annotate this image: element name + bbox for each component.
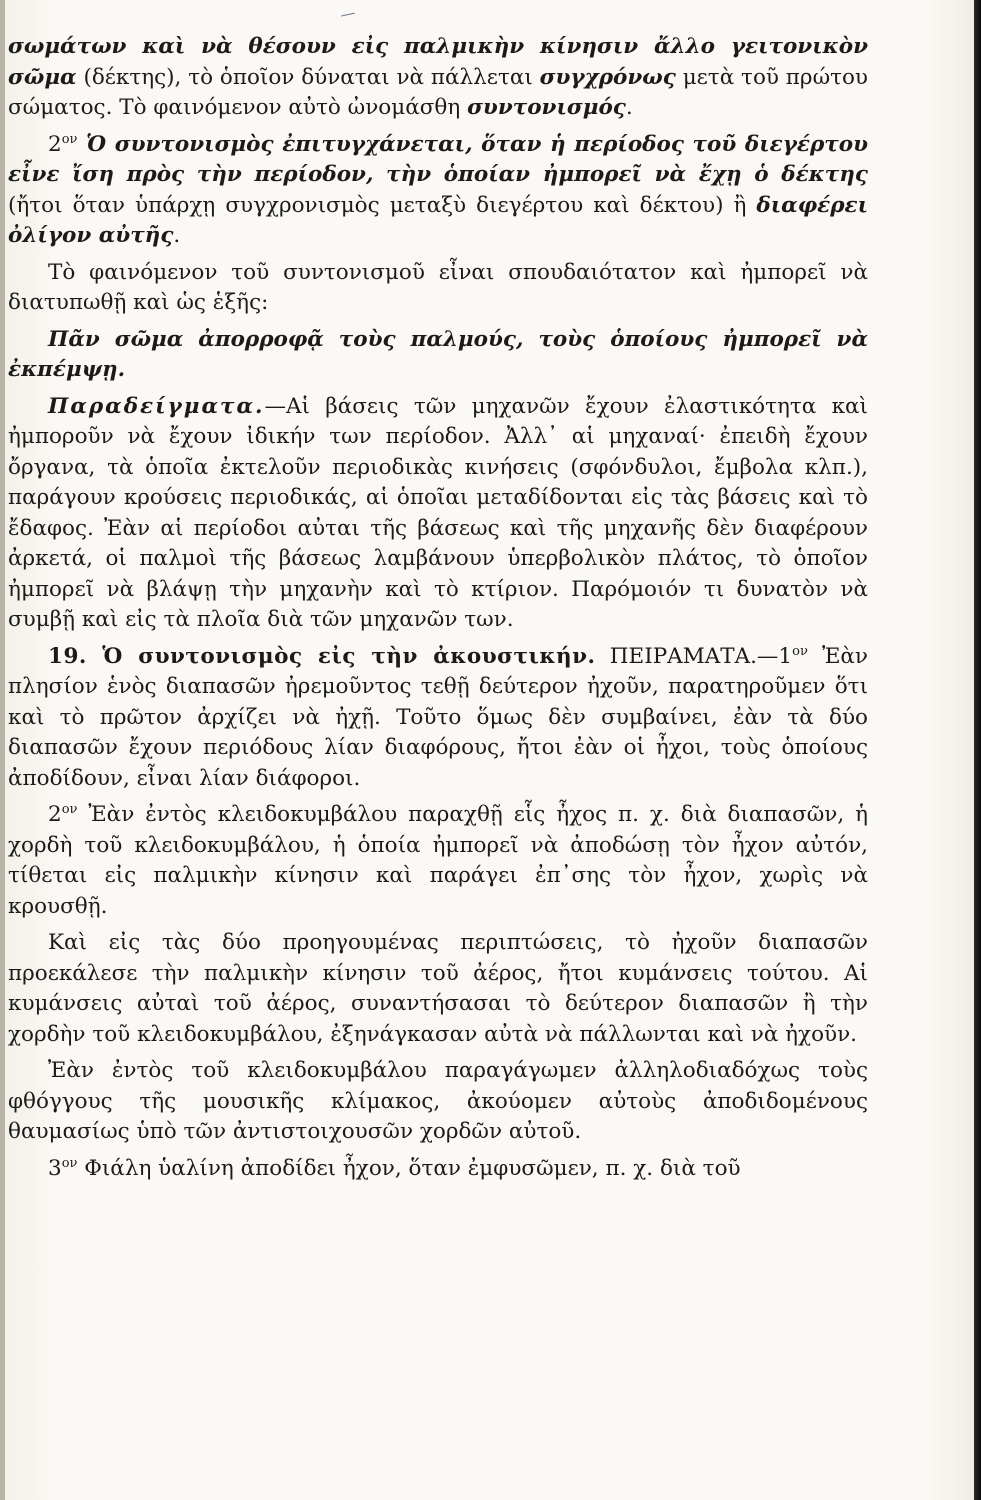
paragraph-1 [8, 32, 868, 124]
text-run: . [173, 223, 181, 248]
text-run: —Αἱ βάσεις τῶν μηχανῶν ἔχουν ἐλαστικότητα καὶ ἠμποροῦν νὰ ἔχουν ἰδικήν των περίοδον. Ἀλλ᾿ αἱ μηχαναί· ἐπειδὴ ἔχουν ὄργανα, τὰ ὁποῖα ἐκτελοῦν περιοδικὰς κινήσεις (σφόνδυλοι, ἔμβολα κλπ.), παράγουν κρούσεις περιοδικάς, αἱ ὁποῖαι μεταδίδονται εἰς τὰς βάσεις καὶ τὸ ἔδαφος. Ἐὰν αἱ περίοδοι αὐται τῆς βάσεως καὶ τῆς μηχανῆς δὲν διαφέρουν ἀρκετά, οἱ παλμοὶ τῆς βάσεως λαμβάνουν ὑπερβολικὸν πλάτος, τὸ ὁποῖον ἠμπορεῖ νὰ βλάψῃ τὴν μηχανὴν καὶ τὸ κτίριον. Παρόμοιόν τι δυνατὸν νὰ συμβῇ καὶ εἰς τὰ πλοῖα διὰ τῶν μηχανῶν των. [8, 393, 868, 632]
ordinal-suffix: ον [792, 643, 808, 659]
paragraph-examples [8, 392, 868, 636]
paragraph-9: Ἐὰν ἐντὸς τοῦ κλειδοκυμβάλου παραγάγωμεν ἀλληλοδιαδόχως τοὺς φθόγγους τῆς μουσικῆς κλίμακος, ἀκούομεν αὐτοὺς ἀποδιδομένους θαυμασίως ὑπὸ τῶν ἀντιστοιχουσῶν χορδῶν αὐτοῦ. [8, 1058, 868, 1144]
page-left-edge [0, 0, 5, 1500]
paragraph-experiment-2 [8, 800, 868, 922]
bold-phrase: συγχρόνως [539, 64, 676, 90]
bold-phrase: Ὁ συντονισμὸς ἐπιτυγχάνεται, ὅταν ἡ περίοδος τοῦ διεγέρτου εἶνε ἴση πρὸς τὴν περίοδον, τὴν ὁποίαν ἠμπορεῖ νὰ ἔχῃ ὁ δέκτης [8, 131, 868, 187]
bold-phrase: διαφέρει ὀλίγον αὐτῆς [8, 192, 868, 248]
text-run: μετὰ τοῦ πρώτου σώματος. Τὸ φαινόμενον αὐτὸ ὠνομάσθη [8, 64, 869, 120]
paragraph-experiment-3 [8, 1154, 868, 1185]
text-run: Φιάλη ὑαλίνη ἀποδίδει ἦχον, ὅταν ἐμφυσῶμεν, π. χ. διὰ τοῦ [77, 1155, 741, 1181]
item-number: 3 [48, 1155, 62, 1181]
page-right-edge [974, 0, 981, 1500]
ordinal-suffix: ον [61, 1155, 78, 1171]
ordinal-suffix: ον [61, 801, 78, 817]
principle-statement: Πᾶν σῶμα ἀπορροφᾷ τοὺς παλμούς, τοὺς ὁποίους ἠμπορεῖ νὰ ἐκπέμψῃ. [8, 326, 868, 382]
text-run: (δέκτης), τὸ ὁποῖον δύναται νὰ πάλλεται [76, 64, 540, 90]
text-run: Ἐὰν πλησίον ἑνὸς διαπασῶν ἠρεμοῦντος τεθῇ δεύτερον ἠχοῦν, παρατηροῦμεν ὅτι καὶ τὸ πρῶτον ἀρχίζει νὰ ἠχῇ. Τοῦτο ὅμως δὲν συμβαίνει, ἐὰν τὰ δύο διαπασῶν ἔχουν περιόδους λίαν διαφόρους, ἤτοι ἐὰν οἱ ἦχοι, τοὺς ὁποίους ἀποδίδουν, εἶναι λίαν διάφοροι. [8, 643, 869, 791]
paragraph-3: Τὸ φαινόμενον τοῦ συντονισμοῦ εἶναι σπουδαιότατον καὶ ἠμπορεῖ νὰ διατυπωθῇ καὶ ὡς ἑξῆς: [8, 259, 868, 315]
text-run: (ἤτοι ὅταν ὑπάρχῃ συγχρονισμὸς μεταξὺ διεγέρτου καὶ δέκτου) ἢ [8, 192, 757, 218]
text-run: Ἐὰν ἐντὸς κλειδοκυμβάλου παραχθῇ εἷς ἦχος π. χ. διὰ διαπασῶν, ἡ χορδὴ τοῦ κλειδοκυμβάλου, ἡ ὁποία ἠμπορεῖ νὰ ἀποδώσῃ τὸν ἦχον αὐτόν, τίθεται εἰς παλμικὴν κίνησιν καὶ παράγει ἐπ᾿σης τὸν ἦχον, χωρὶς νὰ κρουσθῇ. [8, 802, 868, 919]
bold-phrase: συντονισμός [467, 95, 626, 120]
section-19 [8, 642, 868, 795]
paragraph-2 [8, 130, 868, 252]
experiments-label: ΠΕΙΡΑΜΑΤΑ.—1 [595, 643, 793, 669]
item-number: 2 [48, 802, 62, 827]
item-number: 2 [48, 131, 62, 157]
text-run: . [625, 95, 633, 120]
ordinal-suffix: ον [61, 131, 78, 147]
paragraph-8: Καὶ εἰς τὰς δύο προηγουμένας περιπτώσεις, τὸ ἠχοῦν διαπασῶν προεκάλεσε τὴν παλμικὴν κίνησιν τοῦ ἀέρος, ἤτοι κυμάνσεις τούτου. Αἱ κυμάνσεις αὐταὶ τοῦ ἀέρος, συναντήσασαι τὸ δεύτερον διαπασῶν ἢ τὴν χορδὴν τοῦ κλειδοκυμβάλου, ἐξηνάγκασαν αὐτὰ νὰ πάλλωνται καὶ νὰ ἠχοῦν. [8, 930, 868, 1047]
examples-label: Παραδείγματα. [48, 393, 265, 419]
section-heading: 19. Ὁ συντονισμὸς εἰς τὴν ἀκουστικήν. [48, 643, 596, 669]
bold-phrase: σωμάτων καὶ νὰ θέσουν εἰς παλμικὴν κίνησιν ἄλλο γειτονικὸν σῶμα [8, 34, 868, 90]
page-text [8, 32, 868, 1190]
